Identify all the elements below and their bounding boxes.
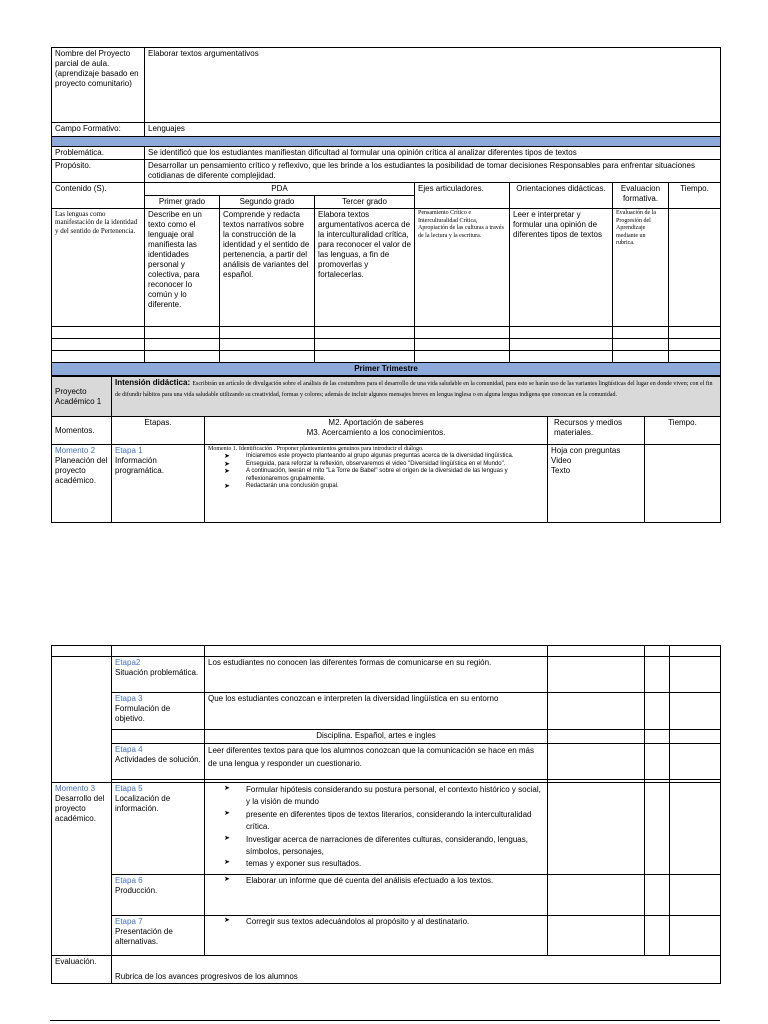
momento-blank-cell (52, 657, 112, 783)
etapa7-cell (112, 916, 205, 956)
proposito-value: Desarrollar un pensamiento crítico y reflexivo, que les brinde a los estudiantes la posibilidad de tomar decisiones Responsables para enfrentar situaciones cotidianas de diferente complejidad. (145, 160, 721, 183)
planning-table-1 (51, 47, 721, 376)
etapa6-list (208, 876, 544, 886)
etapa1-cell (112, 445, 205, 523)
etapa3-desc: Formulación de objetivo. (115, 704, 171, 723)
campo-value: Lenguajes (145, 123, 721, 137)
momento2-cell (52, 445, 112, 523)
momentos-label: Momentos. (52, 417, 112, 445)
proposito-label: Propósito. (52, 160, 145, 183)
etapa1-title: Etapa 1 (115, 446, 143, 455)
list-item: ➤ A continuación, leerán el mito "La Torre de Babel" sobre el origen de la diversidad de las lenguas y reflexionaremos grupalmente. (236, 468, 544, 483)
etapas-label: Etapas. (112, 417, 205, 445)
etapa7-list (208, 917, 544, 927)
etapa3-cell (112, 693, 205, 730)
m2-label: M2. Aportación de saberes (328, 418, 424, 427)
intension-value: Escribirán un artículo de divulgación sobre el análisis de las costumbres para el desarrollo de una vida saludable en la comunidad, para esto se harán uso de las variantes lingüísticas del lugar en donde viven; con el fin de difundir hábitos para una vida saludable utilizando su creatividad, formas y colores; además de incluir algunos mensajes breves en lengua inglesa o en alguna lengua indígena que conozcan en la comunidad. (115, 381, 713, 398)
momento2-title: Momento 2 (55, 446, 96, 455)
etapa7-list-cell (205, 916, 548, 956)
tiempo-label: Tiempo. (669, 183, 721, 209)
proyecto-label: Proyecto Académico 1 (52, 377, 112, 417)
momento3-title: Momento 3 (55, 784, 96, 793)
etapa5-title: Etapa 5 (115, 784, 143, 793)
list-item: ➤ Investigar acerca de narraciones de diferentes culturas, considerando, lenguas, símbolos, personajes, (236, 834, 544, 859)
primer-grado-label: Primer grado (145, 196, 220, 209)
primer-grado-value: Describe en un texto como el lenguaje oral manifiesta las identidades personal y colectiva, para reconocer lo común y lo diferente. (145, 209, 220, 327)
list-item: ➤ Formular hipótesis considerando su postura personal, el contexto histórico y social, y la visión de mundo (236, 784, 544, 809)
evaluacion-label-2: Evaluación. (52, 956, 112, 984)
list-item: ➤ Redactarán una conclusión grupal. (236, 483, 544, 491)
segundo-grado-value: Comprende y redacta textos narrativos sobre la construcción de la identidad y el sentido de pertenencia, a partir del análisis de variantes del español. (220, 209, 315, 327)
blue-divider (52, 137, 721, 147)
blank-cell (112, 730, 205, 744)
recursos-label: Recursos y medios materiales. (548, 417, 645, 445)
planning-table-1b (51, 376, 721, 523)
pda-label: PDA (145, 183, 415, 196)
m3-label: M3. Acercamiento a los conocimientos. (306, 428, 446, 437)
tiempo-value (669, 209, 721, 327)
etapa6-list-cell (205, 875, 548, 916)
momento1-cell (205, 445, 548, 523)
momento3-cell (52, 783, 112, 956)
intension-label: Intensión didáctica: (115, 378, 191, 387)
etapa4-desc: Actividades de solución. (115, 755, 201, 764)
etapa3-title: Etapa 3 (115, 694, 143, 703)
trimestre-header: Primer Trimestre (52, 363, 721, 376)
recurso-item: Video (551, 456, 572, 465)
etapa3-text: Que los estudiantes conozcan e interpreten la diversidad lingüística en su entorno (205, 693, 548, 730)
list-item: ➤ presente en diferentes tipos de textos literarios, considerando la interculturalidad crítica. (236, 809, 544, 834)
etapa4-title: Etapa 4 (115, 745, 143, 754)
m2-m3-header (205, 417, 548, 445)
etapa2-text: Los estudiantes no conocen las diferentes formas de comunicarse en su región. (205, 657, 548, 693)
recurso-item: Texto (551, 466, 571, 475)
momento1-head: Momento 1. Identificación . Proponer planteamientos genuinos para introducir el diálogo. (208, 446, 424, 452)
list-item: ➤ Iniciaremos este proyecto planteando al grupo algunas preguntas acerca de la diversidad lingüística. (236, 453, 544, 461)
list-item: ➤ Corregir sus textos adecuándolos al propósito y al destinatario. (236, 917, 544, 927)
recurso-item: Hoja con preguntas (551, 446, 621, 455)
etapa7-title: Etapa 7 (115, 917, 143, 926)
recursos-cell (548, 445, 645, 523)
tercer-grado-value: Elabora textos argumentativos acerca de la interculturalidad crítica, para reconocer el valor de las lenguas, a fin de promoverlas y fortalecerlas. (315, 209, 415, 327)
problematica-value: Se identificó que los estudiantes manifiestan dificultad al formular una opinión crítica al analizar diferentes tipos de textos (145, 147, 721, 160)
intension-cell (112, 377, 721, 417)
etapa7-desc: Presentación de alternativas. (115, 927, 173, 946)
empty-row (52, 327, 145, 339)
blank-cell (52, 646, 112, 657)
etapa1-desc: Información programática. (115, 456, 164, 475)
etapa6-cell (112, 875, 205, 916)
etapa5-list (208, 784, 544, 871)
etapa5-list-cell (205, 783, 548, 875)
rubrica-text: Rubrica de los avances progresivos de los alumnos (112, 956, 721, 984)
etapa2-cell (112, 657, 205, 693)
tiempo2-value (645, 445, 721, 523)
list-item: ➤ Elaborar un informe que dé cuenta del análisis efectuado a los textos. (236, 876, 544, 886)
etapa5-desc: Localización de información. (115, 794, 171, 813)
segundo-grado-label: Segundo grado (220, 196, 315, 209)
orientaciones-value: Leer e interpretar y formular una opinión de diferentes tipos de textos (510, 209, 613, 327)
project-name-value: Elaborar textos argumentativos (145, 48, 721, 123)
project-name-label: Nombre del Proyecto parcial de aula. (aprendizaje basado en proyecto comunitario) (52, 48, 145, 123)
orientaciones-label: Orientaciones didácticas. (510, 183, 613, 209)
evaluacion-label: Evaluacion formativa. (613, 183, 669, 209)
momento2-desc: Planeación del proyecto académico. (55, 456, 108, 485)
planning-table-2 (51, 645, 721, 984)
etapa6-desc: Producción. (115, 886, 158, 895)
problematica-label: Problemática. (52, 147, 145, 160)
ejes-label: Ejes articuladores. (415, 183, 510, 209)
etapa2-desc: Situación problemática. (115, 668, 199, 677)
etapa2-title: Etapa2 (115, 658, 141, 667)
ejes-value: Pensamiento Crítico e Interculturalidad Crítica, Apropiación de las culturas a través de la lectura y la escritura. (415, 209, 510, 327)
etapa4-cell (112, 744, 205, 780)
contenido-value: Las lenguas como manifestación de la identidad y del sentido de Pertenencia. (52, 209, 145, 327)
evaluacion-value: Evaluación de la Progresión del Aprendizaje mediante un rubrica. (613, 209, 669, 327)
campo-label: Campo Formativo: (52, 123, 145, 137)
etapa6-title: Etapa 6 (115, 876, 143, 885)
contenido-label: Contenido (S). (52, 183, 145, 209)
tercer-grado-label: Tercer grado (315, 196, 415, 209)
next-page-top-border (50, 1020, 720, 1021)
momento3-desc: Desarrollo del proyecto académico. (55, 794, 105, 823)
empty-row (52, 339, 145, 351)
list-item: ➤ Enseguida, para reforzar la reflexión, observaremos el video "Diversidad lingüística en el Mundo". (236, 461, 544, 469)
etapa5-cell (112, 783, 205, 875)
list-item: ➤ temas y exponer sus resultados. (236, 858, 544, 870)
etapa4-text: Leer diferentes textos para que los alumnos conozcan que la comunicación se hace en más de una lengua y responder un cuestionario. (205, 744, 548, 780)
tiempo2-label: Tiempo. (645, 417, 721, 445)
empty-row (52, 351, 145, 363)
disciplina-label: Disciplina. Español, artes e ingles (205, 730, 548, 744)
momento1-list (208, 453, 544, 491)
